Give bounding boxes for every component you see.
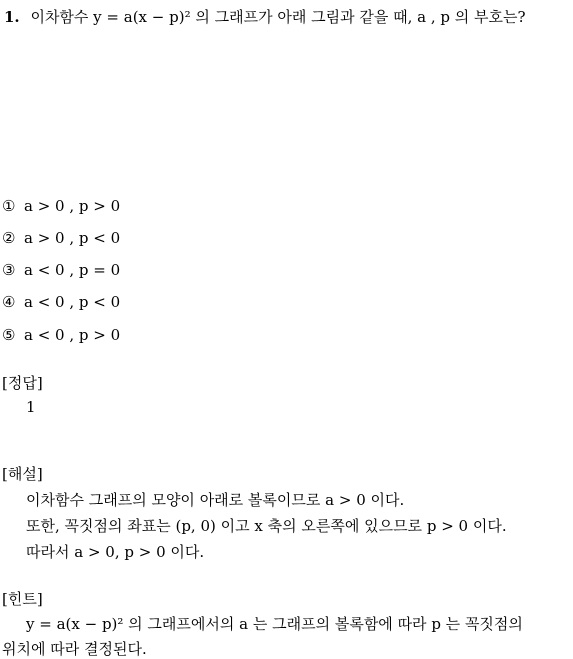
hint-header: [힌트]: [2, 590, 43, 608]
option-mark: ①: [2, 197, 16, 215]
answer-value: 1: [26, 398, 36, 416]
figure-area: [4, 38, 564, 188]
hint-line-1: y = a(x − p)² 의 그래프에서의 a 는 그래프의 볼록함에 따라 p 는 꼭짓점의: [26, 615, 523, 633]
option-2[interactable]: [2, 229, 120, 247]
option-1[interactable]: [2, 197, 120, 215]
option-mark: ⑤: [2, 326, 16, 344]
option-mark: ④: [2, 293, 16, 311]
question-text: 이차함수 y = a(x − p)² 의 그래프가 아래 그림과 같을 때, a , p 의 부호는?: [30, 8, 526, 26]
option-text: a < 0 , p < 0: [24, 293, 121, 311]
question: [4, 6, 526, 27]
option-text: a < 0 , p = 0: [24, 261, 121, 279]
explanation-line: 또한, 꼭짓점의 좌표는 (p, 0) 이고 x 축의 오른쪽에 있으므로 p > 0 이다.: [26, 517, 507, 535]
option-text: a > 0 , p > 0: [24, 197, 121, 215]
option-mark: ②: [2, 229, 16, 247]
hint-line-2: 위치에 따라 결정된다.: [2, 640, 147, 658]
explanation-line: 이차함수 그래프의 모양이 아래로 볼록이므로 a > 0 이다.: [26, 491, 405, 509]
answer-header: [정답]: [2, 374, 43, 392]
option-text: a < 0 , p > 0: [24, 326, 121, 344]
question-number: 1.: [4, 8, 20, 26]
option-5[interactable]: [2, 326, 120, 344]
explanation-header: [해설]: [2, 465, 43, 483]
explanation-line: 따라서 a > 0, p > 0 이다.: [26, 543, 205, 561]
option-4[interactable]: [2, 293, 120, 311]
option-mark: ③: [2, 261, 16, 279]
option-3[interactable]: [2, 261, 120, 279]
option-text: a > 0 , p < 0: [24, 229, 121, 247]
